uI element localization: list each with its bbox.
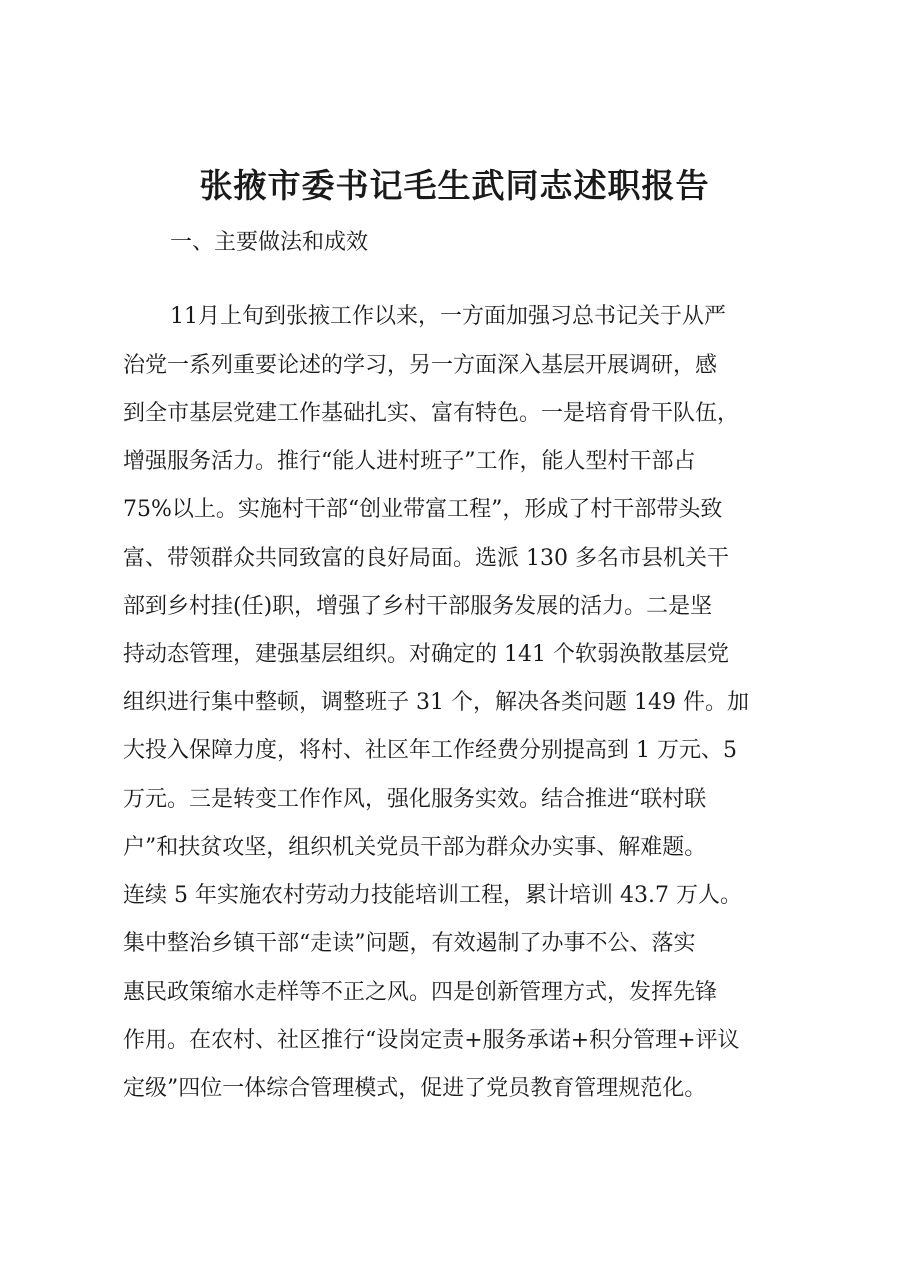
- paragraph-line: 富、带领群众共同致富的良好局面。选派 130 多名市县机关干: [123, 546, 729, 571]
- paragraph-line: 11月上旬到张掖工作以来，一方面加强习总书记关于从严: [170, 304, 726, 329]
- paragraph-line: 组织进行集中整顿，调整班子 31 个，解决各类问题 149 件。加: [123, 690, 749, 715]
- paragraph-line: 大投入保障力度，将村、社区年工作经费分别提高到 1 万元、5: [123, 738, 737, 763]
- paragraph-line: 75%以上。实施村干部“创业带富工程”，形成了村干部带头致: [123, 497, 723, 522]
- section-heading: 一、主要做法和成效: [170, 230, 369, 255]
- paragraph-line: 集中整治乡镇干部“走读”问题，有效遏制了办事不公、落实: [123, 931, 696, 956]
- paragraph-line: 连续 5 年实施农村劳动力技能培训工程，累计培训 43.7 万人。: [123, 883, 742, 908]
- paragraph-line: 部到乡村挂(任)职，增强了乡村干部服务发展的活力。二是坚: [123, 594, 713, 619]
- paragraph-line: 持动态管理，建强基层组织。对确定的 141 个软弱涣散基层党: [123, 642, 729, 667]
- paragraph-line: 定级”四位一体综合管理模式，促进了党员教育管理规范化。: [123, 1076, 707, 1101]
- page-title: 张掖市委书记毛生武同志述职报告: [199, 166, 710, 205]
- paragraph-line: 万元。三是转变工作作风，强化服务实效。结合推进“联村联: [123, 787, 707, 812]
- paragraph-line: 惠民政策缩水走样等不正之风。四是创新管理方式，发挥先锋: [123, 980, 718, 1005]
- paragraph-line: 作用。在农村、社区推行“设岗定责+服务承诺+积分管理+评议: [123, 1028, 740, 1053]
- paragraph-line: 治党一系列重要论述的学习，另一方面深入基层开展调研，感: [123, 353, 718, 378]
- paragraph-line: 增强服务活力。推行“能人进村班子”工作，能人型村干部占: [123, 449, 696, 474]
- paragraph-line: 户”和扶贫攻坚，组织机关党员干部为群众办实事、解难题。: [123, 835, 707, 860]
- paragraph-line: 到全市基层党建工作基础扎实、富有特色。一是培育骨干队伍，: [123, 401, 740, 426]
